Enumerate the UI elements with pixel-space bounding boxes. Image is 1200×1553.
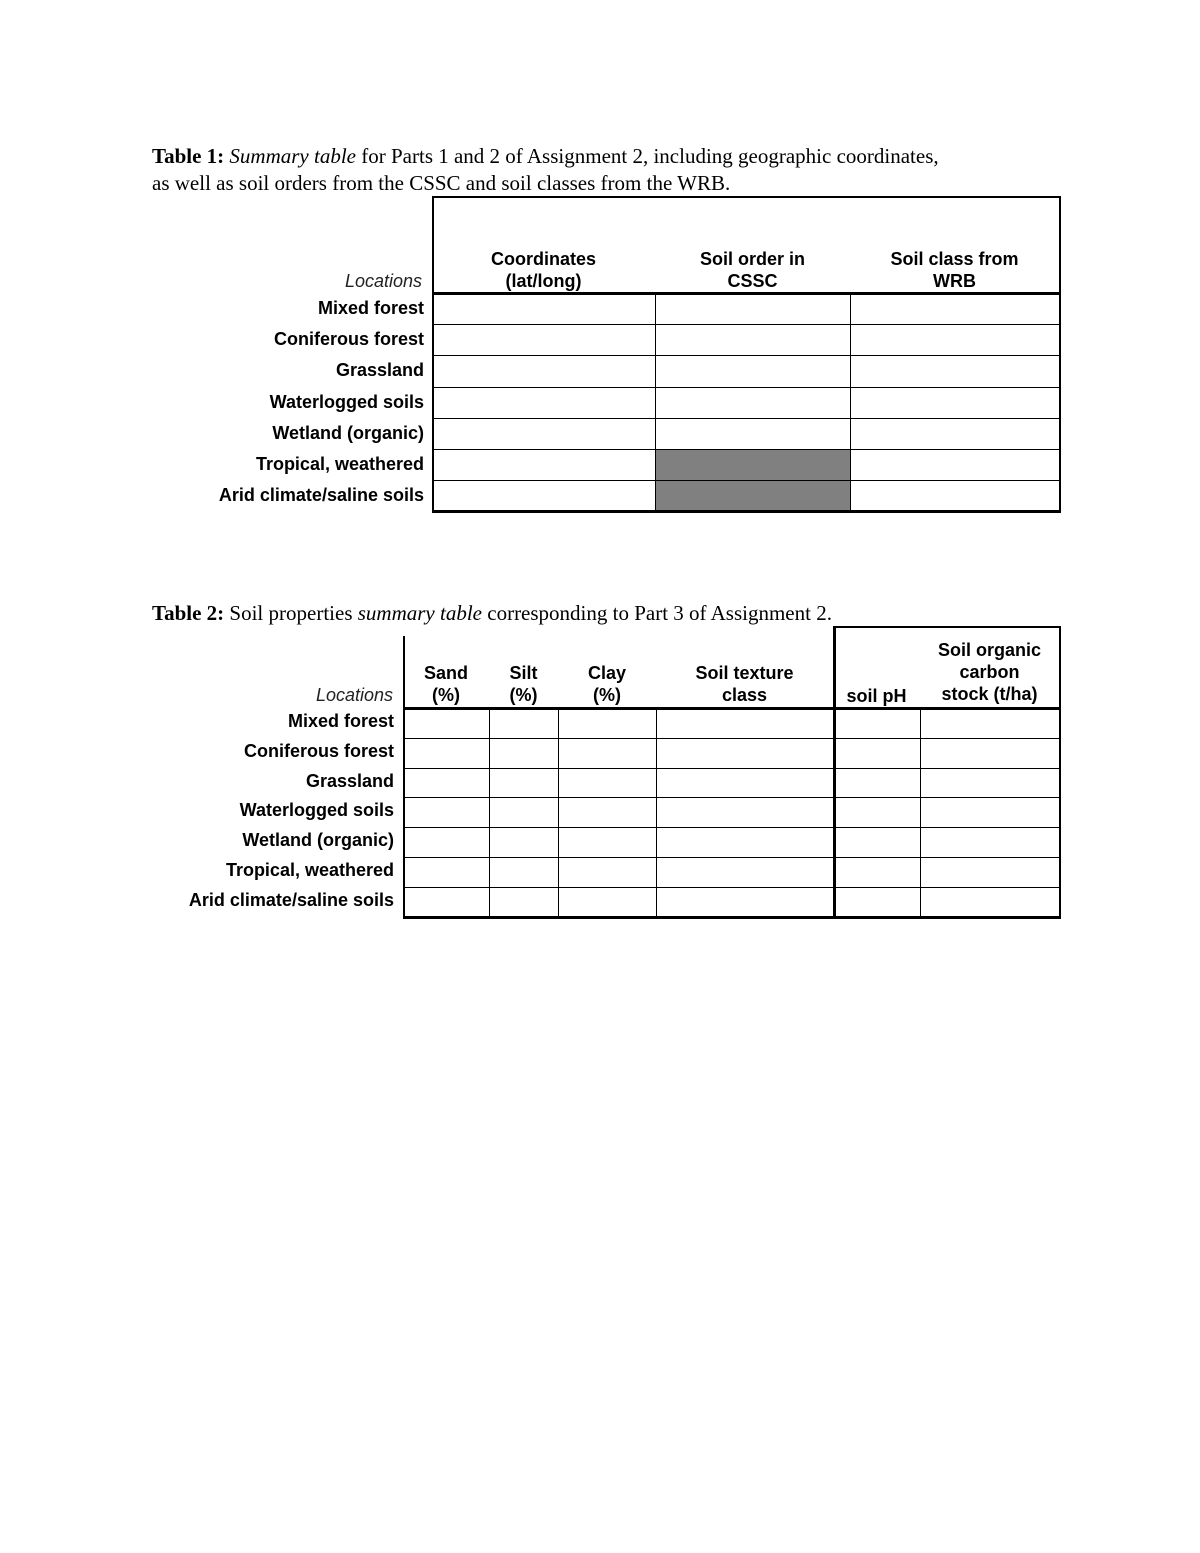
table1-row-label: Coniferous forest xyxy=(273,329,424,350)
table2-row-label: Tropical, weathered xyxy=(225,860,394,880)
table2-column-header: Silt (%) xyxy=(509,663,538,705)
table1-right-border xyxy=(1059,196,1061,512)
table1-row-divider xyxy=(432,324,1061,325)
table2-right-border xyxy=(1059,626,1061,918)
table2-column-header: Clay (%) xyxy=(587,663,627,705)
table1-column-header: Soil class from WRB xyxy=(890,249,1019,291)
table1-row-divider xyxy=(432,418,1061,419)
table2-column-header: Soil organic carbon stock (t/ha) xyxy=(937,640,1042,704)
table1-row-label: Arid climate/saline soils xyxy=(218,485,424,506)
table2-col-divider xyxy=(656,708,657,917)
table1-caption-line1 xyxy=(152,143,939,170)
table2-row-divider xyxy=(403,827,1061,828)
table2-section-divider xyxy=(833,626,836,918)
table1-column-header: Coordinates (lat/long) xyxy=(490,249,596,291)
table2-row-label: Wetland (organic) xyxy=(242,830,394,851)
table2-column-header: Soil texture class xyxy=(695,663,794,705)
table2-caption xyxy=(152,600,832,627)
table2-row-label: Arid climate/saline soils xyxy=(188,889,394,910)
table1-row-label: Wetland (organic) xyxy=(272,422,424,443)
table2-row-divider xyxy=(403,768,1061,769)
table1-row-label: Tropical, weathered xyxy=(255,454,424,474)
table1-top-border xyxy=(432,196,1061,198)
table1-col-divider xyxy=(655,293,656,511)
table1-column-header: Soil order in CSSC xyxy=(699,249,805,291)
table2-caption-post: corresponding to Part 3 of Assignment 2. xyxy=(482,601,832,625)
table1-caption-rest: for Parts 1 and 2 of Assignment 2, including geographic coordinates, xyxy=(356,144,939,168)
table1-row-divider xyxy=(432,449,1061,450)
table2-col-divider xyxy=(920,708,921,917)
table2-row-divider xyxy=(403,738,1061,739)
table1-row-label: Mixed forest xyxy=(317,298,424,318)
table2-bottom-border xyxy=(403,916,1061,919)
table1-shaded-cell xyxy=(655,449,850,480)
table2-column-header: soil pH xyxy=(846,686,907,706)
table1-caption-line2: as well as soil orders from the CSSC and soil classes from the WRB. xyxy=(152,171,731,195)
table1-row-divider xyxy=(432,355,1061,356)
table2-col-divider xyxy=(489,708,490,917)
table1-row-label: Grassland xyxy=(335,360,424,381)
table1-left-border xyxy=(432,196,434,512)
table2-caption-italic: summary table xyxy=(357,601,482,625)
table2-col-divider xyxy=(558,708,559,917)
table2-row-divider xyxy=(403,887,1061,888)
table2-top-border xyxy=(833,626,1061,628)
table1-col-divider xyxy=(850,293,851,511)
table2-caption-label: Table 2: xyxy=(152,601,225,625)
table2-row-label: Coniferous forest xyxy=(243,740,394,761)
table1-shaded-cell xyxy=(655,480,850,511)
table2-row-divider xyxy=(403,857,1061,858)
table2-caption-pre: Soil properties xyxy=(224,601,358,625)
table1-locations-header: Locations xyxy=(344,271,422,291)
table2-row-divider xyxy=(403,797,1061,798)
table1-caption-italic: Summary table xyxy=(229,144,356,168)
table1-row-label: Waterlogged soils xyxy=(269,391,424,412)
table1-caption-label: Table 1: xyxy=(152,144,225,168)
table1-row-divider xyxy=(432,387,1061,388)
table1-bottom-border xyxy=(432,510,1061,513)
table2-column-header: Sand (%) xyxy=(423,663,468,705)
table2-row-label: Mixed forest xyxy=(287,711,394,731)
table2-locations-header: Locations xyxy=(315,685,393,705)
table1-row-divider xyxy=(432,480,1061,481)
table2-row-label: Grassland xyxy=(305,770,394,791)
table2-row-label: Waterlogged soils xyxy=(239,800,394,821)
